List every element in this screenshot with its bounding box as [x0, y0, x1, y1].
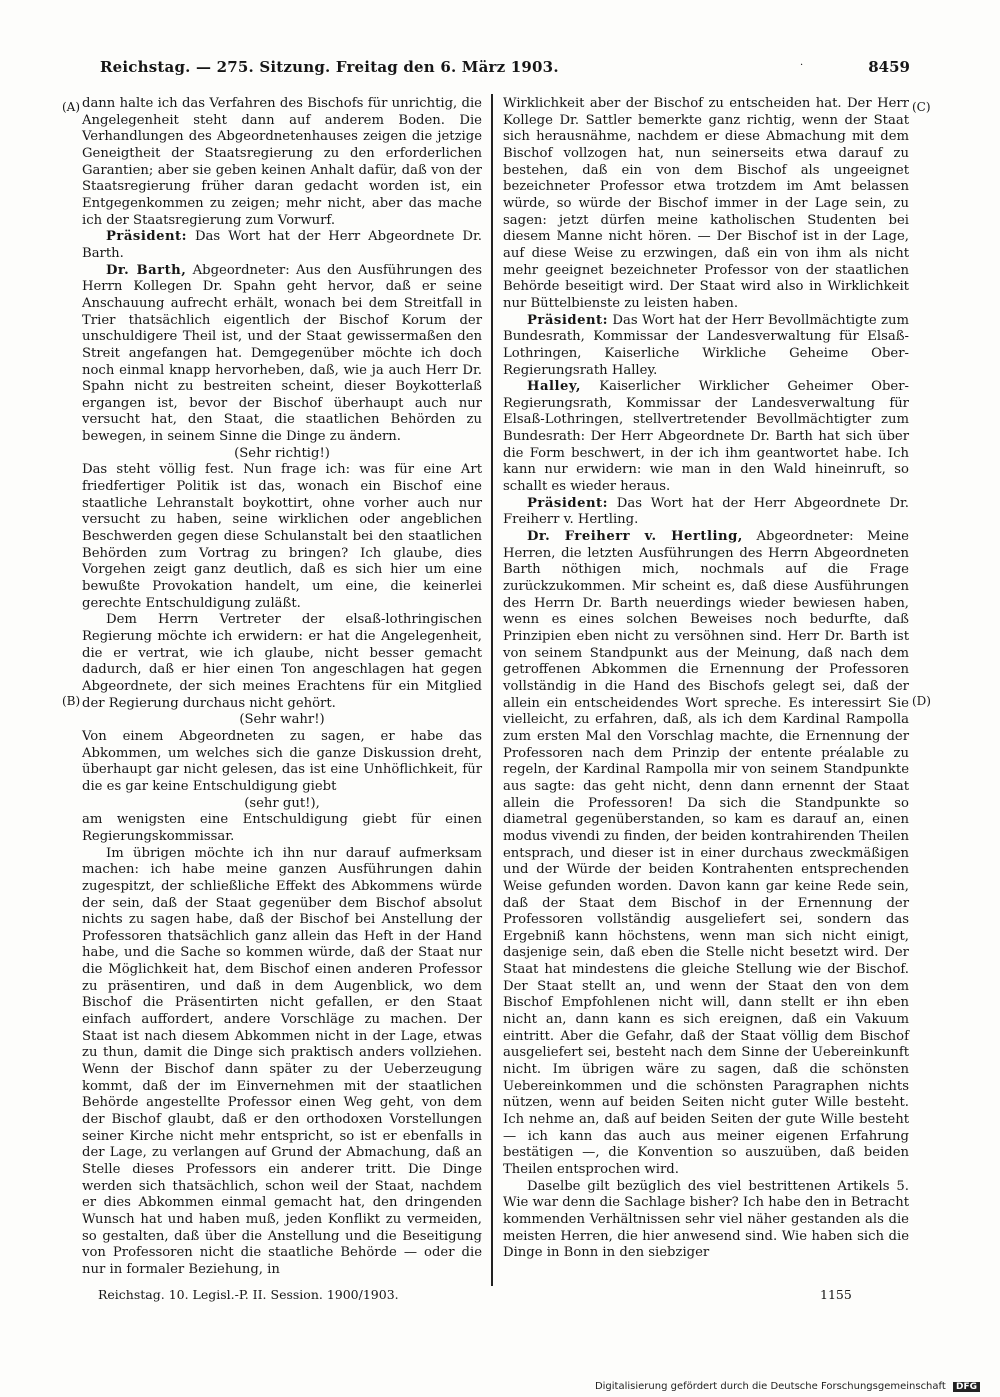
paragraph-text: (Sehr wahr!) — [239, 712, 325, 728]
paragraph — [82, 612, 482, 712]
paragraph-text: Abgeordneter: Meine Herren, die letzten Ausführungen des Herrn Abgeordneten Barth nöthigen mich, nochmals auf die Frage zurückzukommen. Mir scheint es, daß diese Ausführungen des Herrn Dr. Barth neuerdings wieder bewiesen haben, wenn es eines solchen Beweises noch bedurfte, daß Prinzipien eben nicht zu versöhnen sind. Herr Dr. Barth ist von seinem Standpunkt aus der Meinung, daß nach dem getroffenen Abkommen die Ernennung der Professoren vollständig in die Hand des Bischofs gelegt sei, daß der allein ein entscheidendes Wort spreche. Es interessirt Sie vielleicht, zu erfahren, daß, als ich dem Kardinal Rampolla zum ersten Mal den Vorschlag machte, die Ernennung der Professoren nach dem Prinzip der entente préalable zu regeln, der Kardinal Rampolla mir von seinem Standpunkte aus sagte: das geht nicht, denn dann ernennt der Staat allein die Professoren! Da sich die Standpunkte so diametral gegenüberstanden, so kam es darauf an, einen modus vivendi zu finden, der beiden kontrahirenden Theilen entsprach, und dieser ist in einer durchaus zweckmäßigen und der Würde der beiden Kontrahenten entsprechenden Weise gefunden worden. Davon kann gar keine Rede sein, daß der Staat dem Bischof in der Ernennung der Professoren vollständig ausgeliefert sei, sondern das Ergebniß kann höchstens, wenn man sich nicht einigt, dasjenige sein, daß eben die Stelle nicht besetzt wird. Der Staat hat mindestens die gleiche Stellung wie der Bischof. Der Staat stellt an, und wenn der Staat den von dem Bischof Empfohlenen nicht will, dann stellt er ihn eben nicht an, dann kann es sich ereignen, daß ein Vakuum eintritt. Aber die Gefahr, daß der Staat völlig dem Bischof ausgeliefert sei, besteht nach dem Sinne der Uebereinkunft nicht. Im übrigen wäre zu sagen, daß die schönsten Uebereinkommen und die schönsten Paragraphen nichts nützen, wenn auf beiden Seiten nicht guter Wille besteht. Ich nehme an, daß auf beiden Seiten der gute Wille besteht — ich kann das auch aus meiner eigenen Erfahrung bestätigen —, die Konvention so auszuüben, daß beiden Theilen entsprochen wird. — [503, 529, 909, 1177]
left-column — [82, 96, 482, 1279]
margin-marker-d: (D) — [912, 694, 931, 708]
speaker-name: Dr. Freiherr v. Hertling, — [527, 529, 743, 545]
paragraph-text: Abgeordneter: Aus den Ausführungen des Herrn Kollegen Dr. Spahn geht hervor, daß er seine Anschauung aufrecht erhält, wonach bei dem Streitfall in Trier thatsächlich eigentlich der Bischof Korum der unschuldigere Theil ist, und der Staat gewissermaßen den Streit angefangen hat. Demgegenüber möchte ich doch noch einmal knapp hervorheben, daß, wie ja auch Herr Dr. Spahn nicht zu bestreiten scheint, dieser Boykotterlaß ergangen ist, bevor der Bischof überhaupt auch nur versucht hat, den Staat, die staatlichen Behörden zu bewegen, in seinem Sinne die Dinge zu ändern. — [82, 262, 483, 445]
paragraph-text: Das steht völlig fest. Nun frage ich: was für eine Art friedfertiger Politik ist das, wonach ein Bischof eine staatliche Lehranstalt boykottirt, ohne vorher auch nur versucht zu haben, seine wirklichen oder angeblichen Beschwerden gegen diese Schulanstalt bei den staatlichen Behörden zum Vortrag zu bringen? Ich glaube, dies Vorgehen zeigt ganz deutlich, daß es sich hier um eine bewußte Provokation handelt, um eine, die keinerlei gerechte Entschuldigung zuläßt. — [82, 462, 482, 611]
speech-paragraph — [503, 313, 909, 380]
paragraph — [82, 729, 482, 796]
speaker-name: Dr. Barth, — [106, 262, 187, 278]
speech-paragraph — [503, 379, 909, 496]
interjection — [82, 712, 482, 729]
column-divider — [491, 94, 493, 1286]
running-head: Reichstag. — 275. Sitzung. Freitag den 6. März 1903. — [100, 58, 559, 76]
paragraph — [82, 96, 482, 229]
speech-paragraph — [503, 496, 909, 529]
print-dot: · — [800, 60, 804, 71]
paragraph-text: Das Wort hat der Herr Abgeordnete Dr. Barth. — [82, 229, 482, 261]
margin-marker-c: (C) — [912, 100, 931, 114]
footer-session: Reichstag. 10. Legisl.-P. II. Session. 1900/1903. — [98, 1287, 399, 1302]
paragraph-text: Im übrigen möchte ich ihn nur darauf aufmerksam machen: ich habe meine ganzen Ausführungen dahin zugespitzt, der schließliche Effekt des Abkommens würde der sein, daß der Staat gegenüber dem Bischof absolut nichts zu sagen habe, daß der Bischof bei Anstellung der Professoren thatsächlich ganz allein das Heft in der Hand habe, und die Sache so kommen würde, daß der Staat nur die Möglichkeit hat, dem Bischof einen anderen Professor zu präsentiren, und daß in dem Augenblick, wo dem Bischof die Präsentirten nicht gefallen, er den Staat einfach auffordert, andere Vorschläge zu machen. Der Staat ist nach diesem Abkommen nicht in der Lage, etwas zu thun, damit die Dinge sich praktisch anders vollziehen. Wenn der Bischof dann später zu der Ueberzeugung kommt, daß der im Einvernehmen mit der staatlichen Behörde angestellte Professor einen Weg geht, von dem der Bischof glaubt, daß er den orthodoxen Vorstellungen seiner Kirche nicht mehr entspricht, so ist er ebenfalls in der Lage, zu verlangen auf Grund der Abmachung, daß an Stelle dieses Professors ein anderer tritt. Die Dinge werden sich thatsächlich, schon weil der Staat, nachdem er dies Abkommen einmal gemacht hat, den dringenden Wunsch hat und haben muß, jeden Konflikt zu vermeiden, so gestalten, daß über die Anstellung und die Beseitigung von Professoren nicht die staatliche Behörde — oder die nur in formaler Beziehung, in — [82, 845, 482, 1277]
paragraph-text: dann halte ich das Verfahren des Bischofs für unrichtig, die Angelegenheit steht dann auf anderem Boden. Die Verhandlungen des Abgeordnetenhauses zeigen die jetzige Geneigtheit der Staatsregierung zu den erforderlichen Garantien; aber sie geben keinen Anhalt dafür, daß von der Staatsregierung früher daran gedacht worden ist, ein Entgegenkommen zu zeigen; mehr nicht, aber das mache ich der Staatsregierung zum Vorwurf. — [82, 96, 482, 228]
paragraph-text: (Sehr richtig!) — [234, 445, 330, 461]
speech-paragraph — [82, 229, 482, 262]
dfg-logo-icon: DFG — [953, 1382, 980, 1392]
margin-marker-a: (A) — [62, 100, 81, 114]
speaker-name: Präsident: — [527, 495, 609, 511]
paragraph — [503, 1179, 909, 1262]
paragraph-text: Das Wort hat der Herr Bevollmächtigte zum Bundesrath, Kommissar der Landesverwaltung für Elsaß-Lothringen, Kaiserliche Wirkliche Geheime Ober-Regierungsrath Halley. — [503, 312, 909, 378]
paragraph-text: Kaiserlicher Wirklicher Geheimer Ober-Regierungsrath, Kommissar der Landesverwaltung für Elsaß-Lothringen, stellvertretender Bevollmächtigter zum Bundesrath: Der Herr Abgeordnete Dr. Barth hat sich über die Form beschwert, in der ich ihm geantwortet habe. Ich kann nur erwidern: wie man in den Wald hineinruft, so schallt es wieder heraus. — [503, 379, 909, 495]
paragraph-text: am wenigsten eine Entschuldigung giebt für einen Regierungskommissar. — [82, 812, 482, 844]
paragraph-text: Daselbe gilt bezüglich des viel bestrittenen Artikels 5. Wie war denn die Sachlage bisher? Ich habe den in Betracht kommenden Verhältnissen sehr viel näher gestanden als die meisten Herren, die hier anwesend sind. Wie haben sich die Dinge in Bonn in den siebziger — [503, 1178, 909, 1261]
margin-marker-b: (B) — [62, 694, 81, 708]
speaker-name: Präsident: — [527, 312, 609, 328]
paragraph-text: (sehr gut!), — [244, 795, 320, 811]
speech-paragraph — [82, 263, 482, 446]
interjection — [82, 446, 482, 463]
page-header — [80, 58, 910, 80]
paragraph — [503, 96, 909, 313]
speech-paragraph — [503, 529, 909, 1179]
interjection — [82, 796, 482, 813]
paragraph-text: Das Wort hat der Herr Abgeordnete Dr. Freiherr v. Hertling. — [503, 495, 909, 528]
paragraph-text: Von einem Abgeordneten zu sagen, er habe das Abkommen, um welches sich die ganze Diskussion dreht, überhaupt gar nicht gelesen, das ist eine Unhöflichkeit, für die es gar keine Entschuldigung giebt — [82, 728, 482, 794]
right-column — [503, 96, 909, 1262]
footer-sheet-number: 1155 — [820, 1287, 852, 1302]
paragraph-text: Wirklichkeit aber der Bischof zu entscheiden hat. Der Herr Kollege Dr. Sattler bemerkte ganz richtig, wenn der Staat sich herausnähme, nachdem er diese Abmachung mit dem Bischof vollzogen hat, nun seinerseits etwa darauf zu bestehen, daß ein von dem Bischof als ungeeignet bezeichneter Professor etwa trotzdem im Amt belassen würde, so würde der Bischof immer in der Lage sein, zu sagen: jetzt dürfen meine katholischen Studenten bei diesem Manne nicht hören. — Der Bischof ist in der Lage, auf diese Weise zu erzwingen, daß ein von ihm als nicht mehr geeignet bezeichneter Professor von der staatlichen Behörde beseitigt wird. Der Staat wird also in Wirklichkeit nur Büttelbienste zu leisten haben. — [503, 96, 909, 311]
paragraph — [82, 462, 482, 612]
credit-text: Digitalisierung gefördert durch die Deutsche Forschungsgemeinschaft — [594, 1381, 946, 1392]
speaker-name: Präsident: — [106, 229, 188, 245]
digitization-credit — [595, 1381, 980, 1392]
paragraph — [82, 812, 482, 845]
speaker-name: Halley, — [527, 379, 581, 395]
paragraph — [82, 846, 482, 1279]
paragraph-text: Dem Herrn Vertreter der elsaß-lothringischen Regierung möchte ich erwidern: er hat die Angelegenheit, die er vertrat, wie ich glaube, nicht besser gemacht dadurch, daß er hier einen Ton angeschlagen hat gegen Abgeordnete, der sich meines Erachtens für ein Mitglied der Regierung durchaus nicht gehört. — [82, 612, 482, 711]
page-number: 8459 — [868, 58, 910, 76]
